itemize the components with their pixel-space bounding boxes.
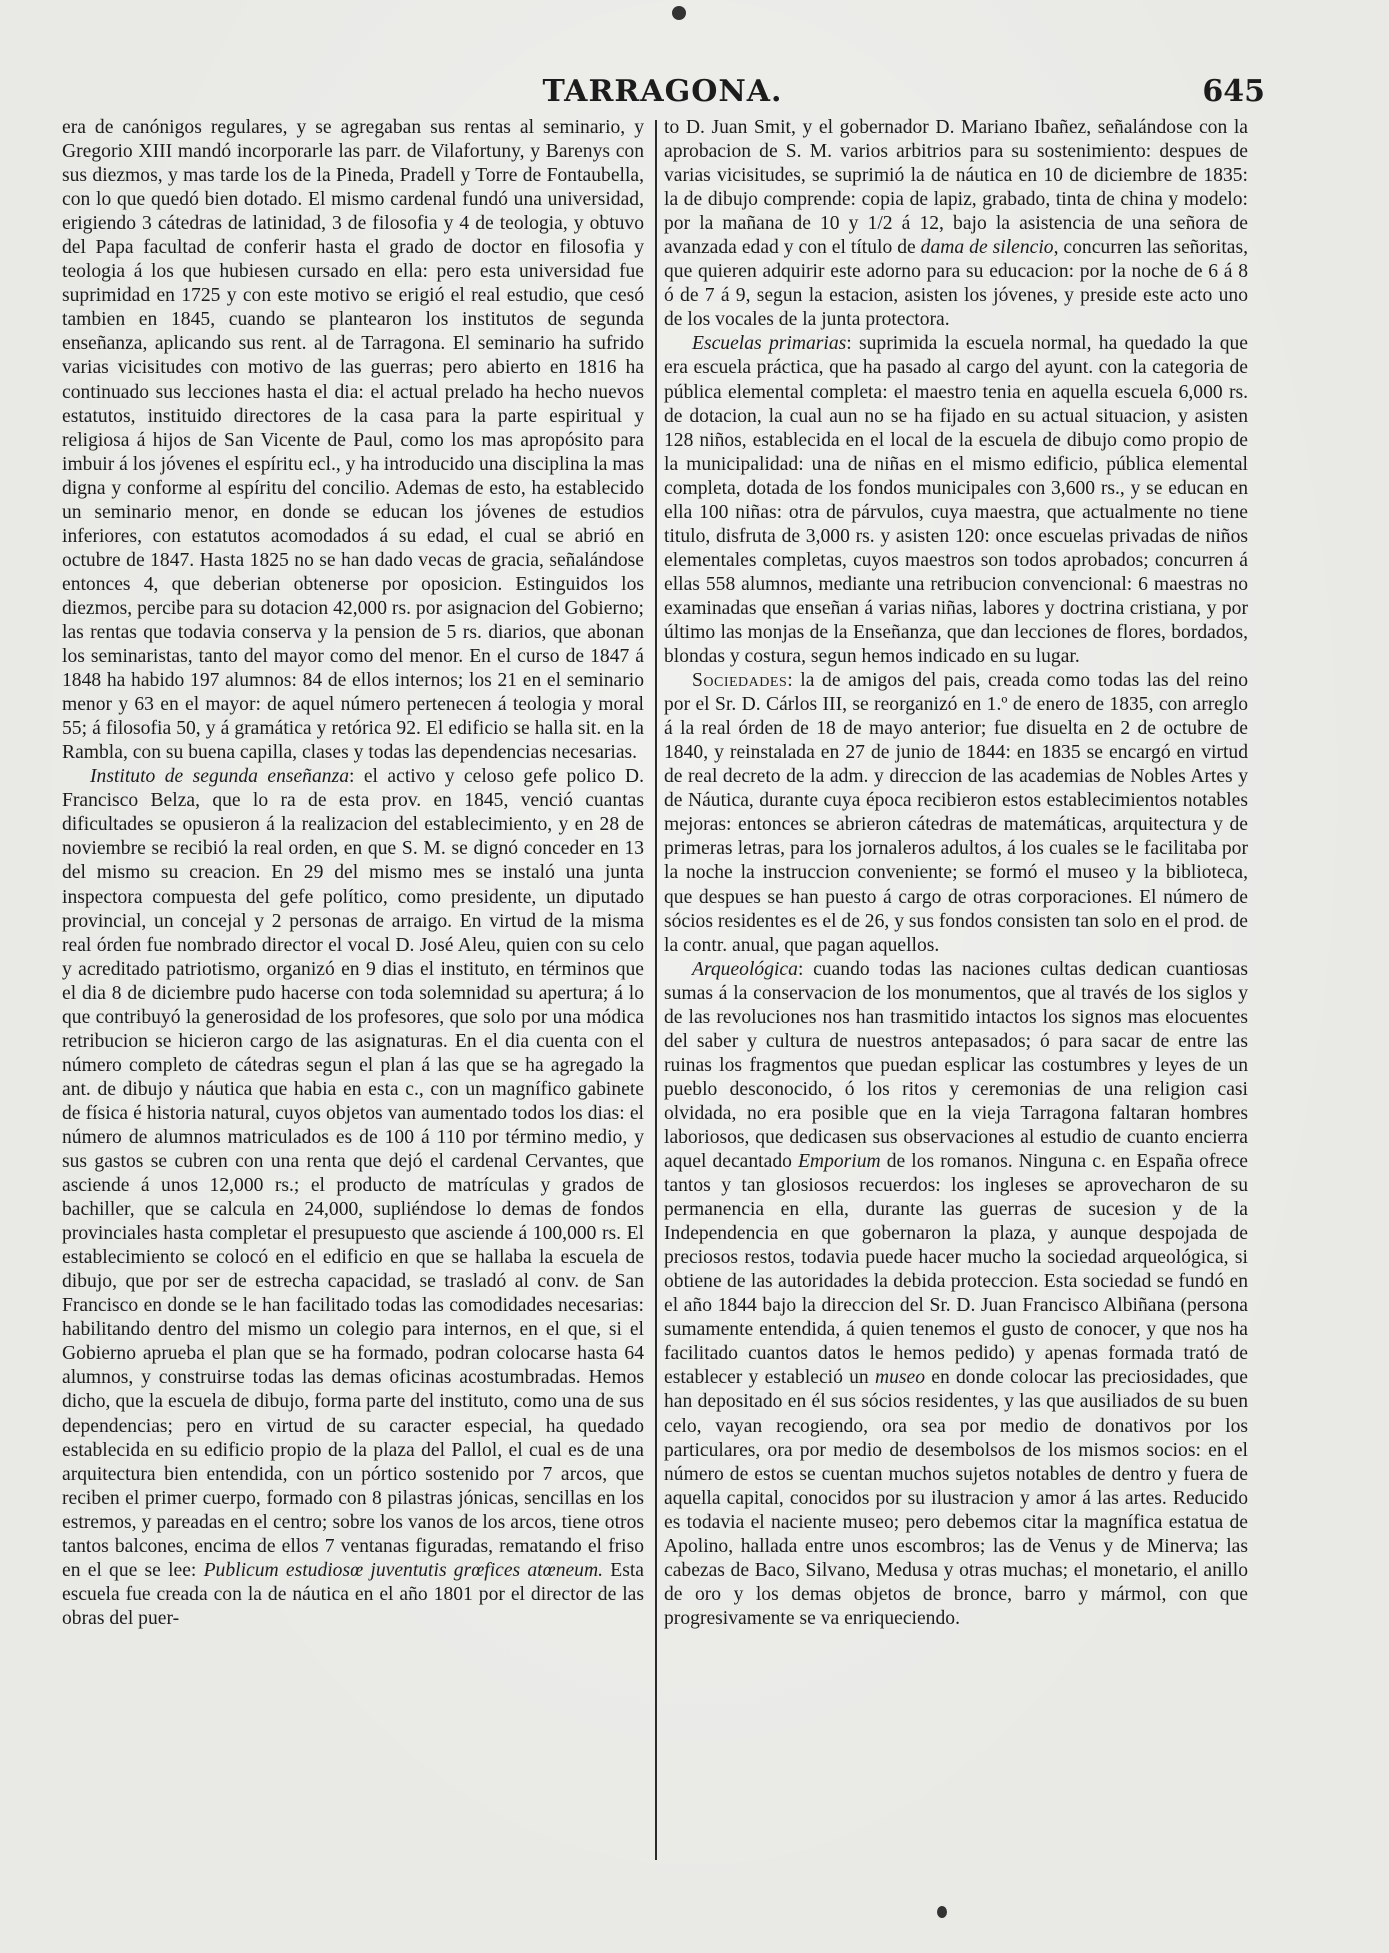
italic-term-museo: museo [874,1367,926,1389]
section-heading-instituto: Instituto de segunda enseñanza [90,766,349,788]
right-column [664,116,1248,1631]
paragraph-text: : el activo y celoso gefe polico D. Francisco Belza, que lo ra de esta prov. en 1845, venció cuantas dificultades se opusieron á la realizacion del establecimiento, y en 28 de noviembre se recibió la real orden, en que S. M. se dignó conceder en 13 del mismo su creacion. En 29 del mismo mes se instaló una junta inspectora compuesta del gefe político, como presidente, un diputado provincial, un concejal y 2 personas de arraigo. En virtud de la misma real órden fue nombrado director el vocal D. José Aleu, quien con su celo y acreditado patriotismo, organizó en 9 dias el instituto, en términos que el dia 8 de diciembre pudo hacerse con toda solemnidad su apertura; á lo que contribuyó la generosidad de los profesores, que solo por una módica retribucion se hicieron cargo de las asignaturas. En el dia cuenta con el número completo de cátedras segun el plan á las que se ha agregado la ant. de dibujo y náutica que habia en esta c., con un magnífico gabinete de física é historia natural, cuyos objetos van aumentado todos los dias: el número de alumnos matriculados es de 100 á 110 por término medio, y sus gastos se cubren con una renta que dejó el cardenal Cervantes, que asciende á unos 12,000 rs.; el producto de matrículas y grados de bachiller, que se calcula en 24,000, supliéndose lo demas de fondos provinciales hasta completar el presupuesto que asciende á 100,000 rs. El establecimiento se colocó en el edificio en que se hallaba la escuela de dibujo, que por ser de estrecha capacidad, se trasladó al conv. de San Francisco en donde se le han facilitado todas las comodidades necesarias: habilitando dentro del mismo un colegio para internos, en el que, si el Gobierno aprueba el plan que se ha formado, podran colocarse hasta 64 alumnos, y construirse todas las demas oficinas acostumbradas. Hemos dicho, que la escuela de dibujo, forma parte del instituto, como una de sus dependencias; pero en virtud de su caracter especial, ha quedado establecida en su edificio propio de la plaza del Pallol, el cual es de una arquitectura bien entendida, con un pórtico sostenido por 7 arcos, que reciben el primer cuerpo, formado con 8 pilastras jónicas, sencillas en los estremos, y pareadas en el centro; sobre los vanos de los arcos, tiene otros tantos balcones, encima de ellos 7 ventanas figuradas, rematando el friso en el que se lee: [62,766,644,1581]
italic-term: dama de silencio [920,237,1054,259]
section-heading-escuelas: Escuelas primarias [692,333,847,355]
paragraph-text: to D. Juan Smit, y el gobernador D. Mariano Ibañez, señalándose con la aprobacion de S. M. varios arbitrios para su sostenimiento: despues de varias vicisitudes, se suprimió la de náutica en 10 de diciembre de 1835: la de dibujo comprende: copia de lapiz, grabado, tinta de china y modelo: por la mañana de 10 y 1/2 á 12, bajo la asistencia de una señora de avanzada edad y con el título de [664,117,1248,259]
page-number: 645 [1202,74,1265,109]
paragraph-text-tail: Esta escuela fue creada con la de náutica en el año 1801 por el director de las obras del puer- [62,1559,644,1629]
paragraph-text-middle: de los romanos. Ninguna c. en España ofrece tantos y tan glosiosos recuerdos: los ingleses se aprovecharon de su permanencia en ella, durante las guerras de sucesion y de la Independencia en que gobernaron la plaza, y aunque despojada de preciosos restos, todavia puede hacer mucho la sociedad arqueológica, si obtiene de las autoridades la debida proteccion. Esta sociedad se fundó en el año 1844 bajo la direccion del Sr. D. Juan Francisco Albiñana (persona sumamente entendida, á quien tenemos el gusto de conocer, y que nos ha facilitado cuantos datos le hemos pedido) y apenas formada trató de establecer y estableció un [664,1151,1248,1389]
ink-spot [672,6,686,20]
paragraph-escuelas-primarias [664,332,1248,669]
section-heading-arqueologica: Arqueológica [692,958,798,980]
paragraph-dibujo [664,116,1248,332]
paragraph-text-end: en donde colocar las preciosidades, que han depositado en él sus sócios residentes, y las que ausiliados de su buen celo, vayan recogiendo, ora sea por medio de donativos por los particulares, ora por medio de desembolsos de los mismos socios: en el número de estos se cuentan muchos sujetos notables de dentro y fuera de aquella capital, conocidos por su ilustracion y amor á las artes. Reducido es todavia el naciente museo; pero debemos citar la magnífica estatua de Apolino, hallada entre unos escombros; las de Venus y de Minerva; las cabezas de Baco, Silvano, Medusa y otras muchas; el monetario, el anillo de oro y los demas objetos de bronce, barro y mármol, con que progresivamente se va enriqueciendo. [664,1367,1249,1629]
ink-spot-bottom [937,1906,947,1918]
paragraph-sociedades [664,669,1248,958]
inscription-text: Publicum estudiosœ juventutis grœfices atœneum. [203,1559,604,1581]
running-title: TARRAGONA. [542,74,783,109]
paragraph-arqueologica [664,958,1248,1631]
paragraph-seminario: era de canónigos regulares, y se agregaban sus rentas al seminario, y Gregorio XIII mandó incorporarle las parr. de Vilafortuny, y Barenys con sus diezmos, y mas tarde los de la Pineda, Pradell y Torre de Fontaubella, con lo que quedó bien dotado. El mismo cardenal fundó una universidad, erigiendo 3 cátedras de latinidad, 3 de filosofia y 4 de teologia, y obtuvo del Papa facultad de conferir hasta el grado de doctor en filosofia y teologia á los que hubiesen cursado en ella: pero esta universidad fue suprimidad en 1725 y con este motivo se erigió el real estudio, que cesó tambien en 1845, cuando se plantearon los institutos de segunda enseñanza, aplicando sus rent. al de Tarragona. El seminario ha sufrido varias vicisitudes con motivo de las guerras; pero abierto en 1816 ha continuado sus lecciones hasta el dia: el actual prelado ha hecho nuevos estatutos, instituido directores de la casa para la parte espiritual y religiosa á hijos de San Vicente de Paul, como los mas apropósito para imbuir á los jóvenes el espíritu ecl., y ha introducido una disciplina la mas digna y conforme al espíritu del concilio. Ademas de esto, ha establecido un seminario menor, en donde se educan los jóvenes de estudios inferiores, con estatutos acomodados á su edad, el cual se abrió en octubre de 1847. Hasta 1825 no se han dado vecas de gracia, señalándose entonces 4, que deberian obtenerse por oposicion. Estinguidos los diezmos, percibe para su dotacion 42,000 rs. por asignacion del Gobierno; las rentas que todavia conserva y la pension de 5 rs. diarios, que abonan los seminaristas, tanto del mayor como del menor. En el curso de 1847 á 1848 ha habido 197 alumnos: 84 de ellos internos; los 21 en el seminario menor y 63 en el mayor: de aquel número pertenecen á teologia y moral 55; á filosofia 50, y á gramática y retórica 92. El edificio se halla sit. en la Rambla, con su buena capilla, clases y todas las dependencias necesarias. [62,117,644,764]
paragraph-text: : cuando todas las naciones cultas dedican cuantiosas sumas á la conservacion de los monumentos, que al través de los siglos y de las revoluciones nos han trasmitido intactos los signos mas elocuentes del saber y cultura de nuestros antepasados; ó para sacar de entre las ruinas los fragmentos que puedan esplicar las costumbres y leyes de un pueblo desconocido, ó los ritos y ceremonias de una religion casi olvidada, no era posible que en la vieja Tarragona faltaran hombres laboriosos, que dedicasen sus observaciones al estudio de cuanto encierra aquel decantado [664,958,1248,1173]
page-header [60,74,1265,114]
paragraph-instituto [62,765,644,1631]
column-divider [655,120,657,1860]
section-heading-sociedades: Sociedades [692,670,788,692]
italic-term-emporium: Emporium [797,1151,881,1173]
paragraph-text-tail: , concurren las señoritas, que quieren adquirir este adorno para su educacion: por la noche de 6 á 8 ó de 7 á 9, segun la estacion, asisten los jóvenes, y preside este acto uno de los vocales de la junta protectora. [664,237,1248,331]
paragraph-text: : la de amigos del pais, creada como todas las del reino por el Sr. D. Cárlos III, se reorganizó en 1.º de enero de 1835, con arreglo á la real órden de 18 de mayo anterior; fue disuelta en 2 de octubre de 1840, y reinstalada en 27 de junio de 1844: en 1835 se encargó en virtud de real decreto de la adm. y direccion de las academias de Nobles Artes y de Náutica, durante cuya época recibieron estos establecimientos notables mejoras: entonces se abrieron cátedras de matemáticas, arquitectura y de primeras letras, para los jornaleros adultos, á los cuales se le facilitaba por la noche la instruccion conveniente; se formó el museo y la biblioteca, que despues se han puesto á cargo de otras corporaciones. El número de sócios residentes es el de 26, y sus fondos consisten tan solo en el prod. de la contr. anual, que pagan aquellos. [664,670,1248,956]
left-column [62,116,644,1631]
paragraph-text: : suprimida la escuela normal, ha quedado la que era escuela práctica, que ha pasado al cargo del ayunt. con la categoria de pública elemental completa: el maestro tenia en aquella escuela 6,000 rs. de dotacion, la cual aun no se ha fijado en su actual situacion, y asisten 128 niños, establecida en el local de la escuela de dibujo como propio de la municipalidad: una de niñas en el mismo edificio, pública elemental completa, dotada de los fondos municipales con 3,600 rs., y se educan en ella 100 niñas: otra de párvulos, cuya maestra, que actualmente no tiene titulo, disfruta de 3,000 rs. y asisten 120: once escuelas privadas de niños elementales completas, cuyos maestros son todos aprobados; concurren á ellas 558 alumnos, mediante una retribucion convencional: 6 maestras no examinadas que enseñan á varias niñas, labores y doctrina cristiana, y por último las monjas de la Enseñanza, que dan lecciones de flores, bordados, blondas y costura, segun hemos indicado en su lugar. [664,333,1248,668]
